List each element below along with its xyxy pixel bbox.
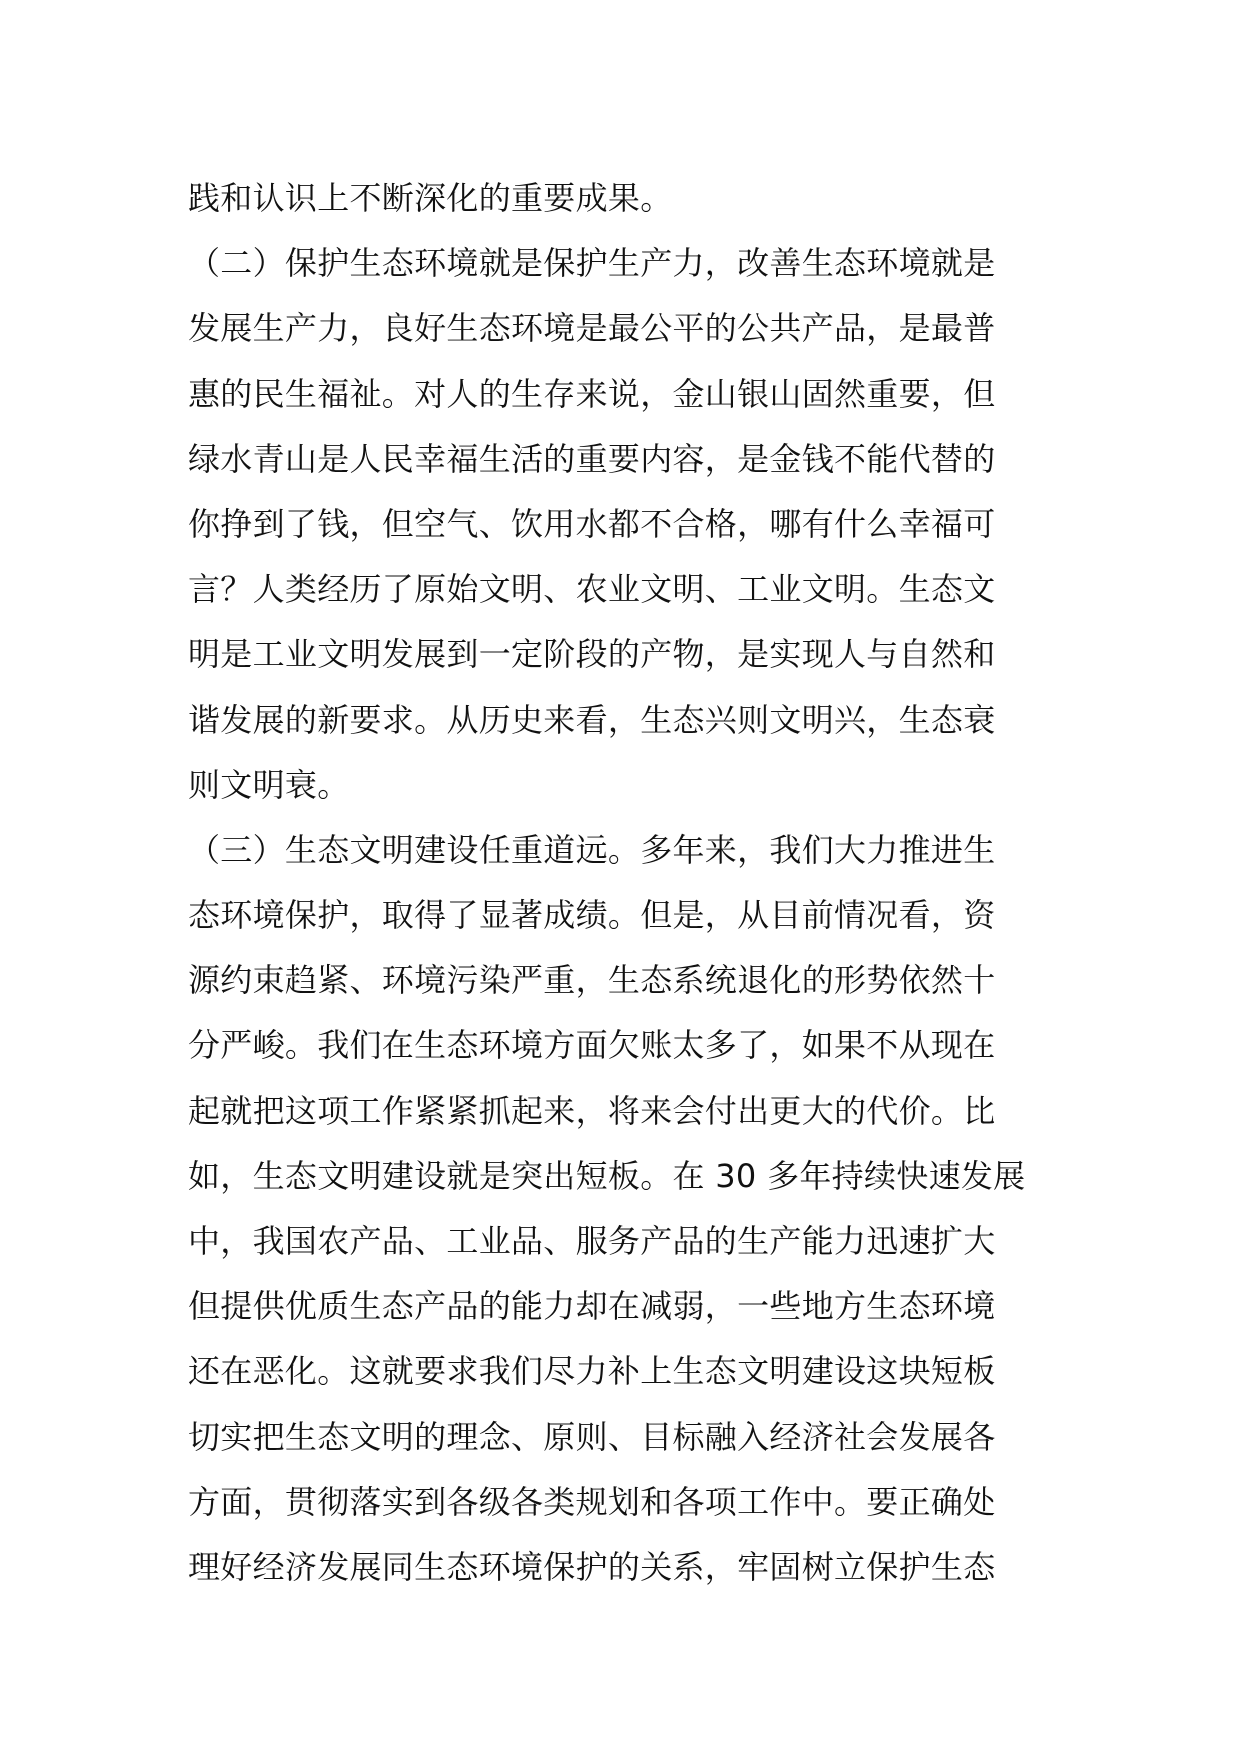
text-line: （二）保护生态环境就是保护生产力，改善生态环境就是 xyxy=(188,244,996,283)
text-line: 切实把生态文明的理念、原则、目标融入经济社会发展各 xyxy=(188,1417,996,1456)
text-line: 惠的民生福祉。对人的生存来说，金山银山固然重要，但 xyxy=(188,374,996,413)
text-line: 践和认识上不断深化的重要成果。 xyxy=(188,179,673,217)
text-line: 源约束趋紧、环境污染严重，生态系统退化的形势依然十 xyxy=(188,961,996,1000)
text-line: 你挣到了钱，但空气、饮用水都不合格，哪有什么幸福可 xyxy=(188,504,996,543)
text-line: 态环境保护，取得了显著成绩。但是，从目前情况看，资 xyxy=(188,896,996,935)
text-line: 则文明衰。 xyxy=(188,765,350,804)
text-line: 绿水青山是人民幸福生活的重要内容，是金钱不能代替的 xyxy=(188,439,996,478)
text-line: 中，我国农产品、工业品、服务产品的生产能力迅速扩大 xyxy=(188,1222,996,1260)
text-line: 方面，贯彻落实到各级各类规划和各项工作中。要正确处 xyxy=(188,1482,996,1521)
text-line: 明是工业文明发展到一定阶段的产物，是实现人与自然和 xyxy=(188,635,996,674)
text-line: 如，生态文明建设就是突出短板。在 30 多年持续快速发展 xyxy=(188,1156,1026,1195)
text-line: 理好经济发展同生态环境保护的关系，牢固树立保护生态 xyxy=(188,1547,996,1586)
text-line: 分严峻。我们在生态环境方面欠账太多了，如果不从现在 xyxy=(188,1026,996,1065)
text-line: 发展生产力，良好生态环境是最公平的公共产品，是最普 xyxy=(188,309,996,348)
text-line: 言？人类经历了原始文明、农业文明、工业文明。生态文 xyxy=(188,570,996,609)
body-text xyxy=(188,166,1068,1600)
text-line: （三）生态文明建设任重道远。多年来，我们大力推进生 xyxy=(188,830,996,869)
text-line: 还在恶化。这就要求我们尽力补上生态文明建设这块短板 xyxy=(188,1352,996,1391)
text-line: 谐发展的新要求。从历史来看，生态兴则文明兴，生态衰 xyxy=(188,700,996,739)
text-line: 起就把这项工作紧紧抓起来，将来会付出更大的代价。比 xyxy=(188,1091,996,1130)
text-line: 但提供优质生态产品的能力却在减弱，一些地方生态环境 xyxy=(188,1287,996,1326)
